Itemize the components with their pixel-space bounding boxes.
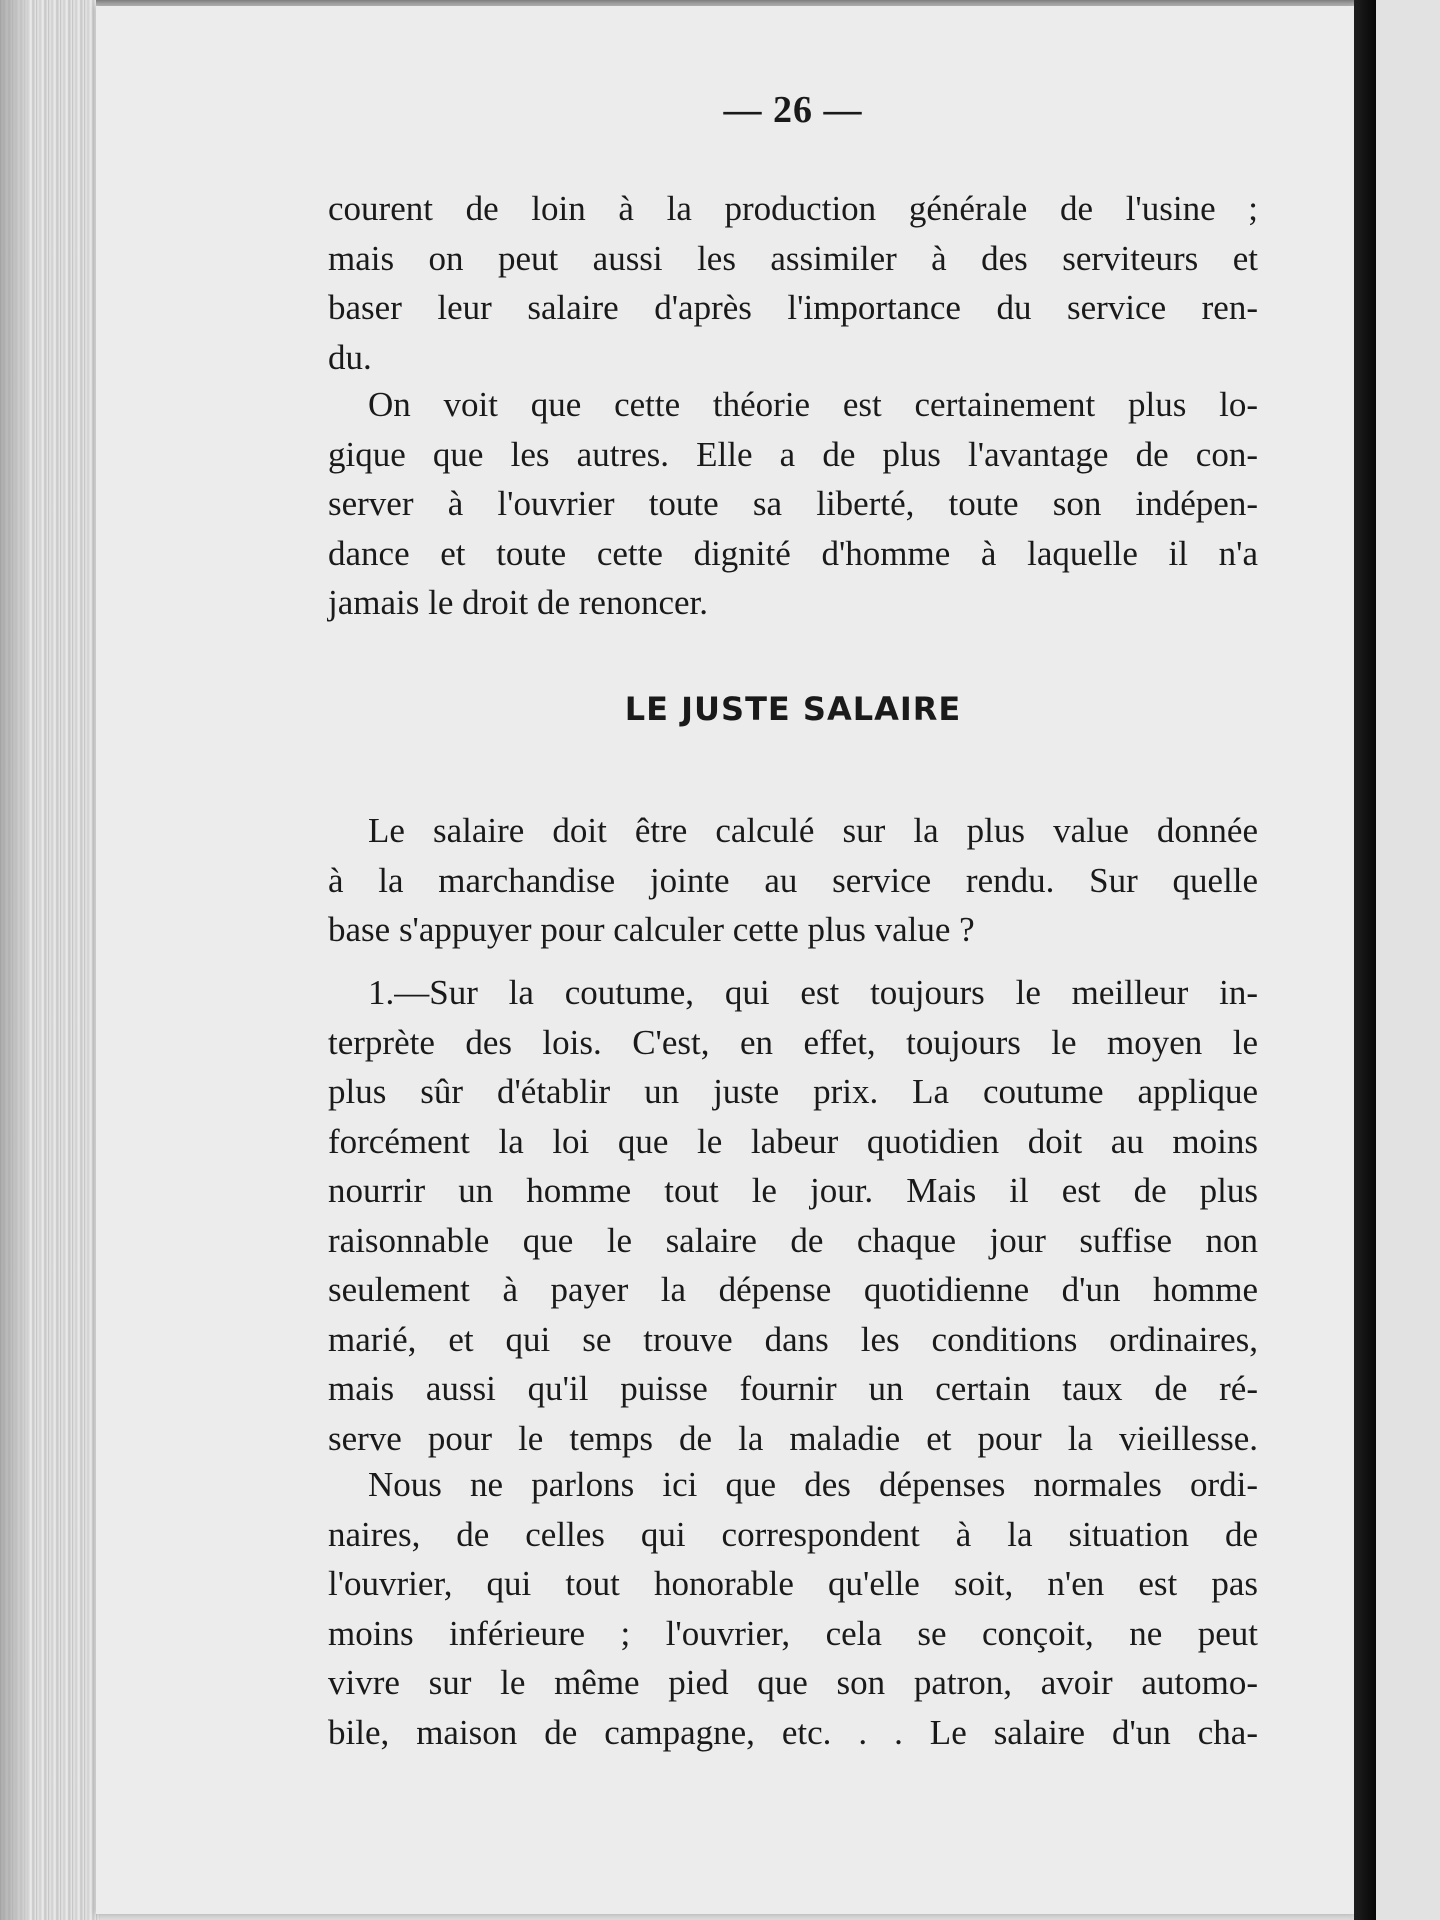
text-line: vivre sur le même pied que son patron, avoir automo- xyxy=(328,1663,1258,1702)
text-line: moins inférieure ; l'ouvrier, cela se conçoit, ne peut xyxy=(328,1613,1258,1653)
text-line: forcément la loi que le labeur quotidien doit au moins xyxy=(328,1121,1258,1161)
text-line: serve pour le temps de la maladie et pour la vieillesse. xyxy=(328,1418,1258,1458)
paragraph-3 xyxy=(328,806,1258,955)
text-line: server à l'ouvrier toute sa liberté, toute son indépen- xyxy=(328,484,1258,523)
text-line: On voit que cette théorie est certainement plus lo- xyxy=(368,385,1258,424)
text-line: baser leur salaire d'après l'importance du service ren- xyxy=(328,288,1258,327)
text-line: jamais le droit de renoncer. xyxy=(328,583,708,622)
text-line: terprète des lois. C'est, en effet, toujours le moyen le xyxy=(328,1022,1258,1062)
text-line: mais aussi qu'il puisse fournir un certain taux de ré- xyxy=(328,1369,1258,1408)
scan-margin xyxy=(1376,0,1440,1920)
page-edges xyxy=(0,0,100,1920)
text-line: dance et toute cette dignité d'homme à laquelle il n'a xyxy=(328,533,1258,573)
text-line: plus sûr d'établir un juste prix. La coutume applique xyxy=(328,1072,1258,1111)
paragraph-2 xyxy=(328,380,1258,628)
text-line: raisonnable que le salaire de chaque jour suffise non xyxy=(328,1220,1258,1260)
paragraph-4 xyxy=(328,968,1258,1463)
text-line: nourrir un homme tout le jour. Mais il est de plus xyxy=(328,1171,1258,1210)
text-line: marié, et qui se trouve dans les conditions ordinaires, xyxy=(328,1319,1258,1359)
text-line: l'ouvrier, qui tout honorable qu'elle soit, n'en est pas xyxy=(328,1564,1258,1603)
text-line: base s'appuyer pour calculer cette plus value ? xyxy=(328,910,975,949)
text-line: naires, de celles qui correspondent à la situation de xyxy=(328,1514,1258,1554)
text-line: Nous ne parlons ici que des dépenses normales ordi- xyxy=(368,1465,1258,1504)
book-gutter xyxy=(1354,0,1376,1920)
text-line: seulement à payer la dépense quotidienne d'un homme xyxy=(328,1270,1258,1309)
text-line: bile, maison de campagne, etc. . . Le salaire d'un cha- xyxy=(328,1712,1258,1752)
text-line: gique que les autres. Elle a de plus l'avantage de con- xyxy=(328,434,1258,474)
text-line: 1.—Sur la coutume, qui est toujours le meilleur in- xyxy=(368,973,1258,1012)
text-line: du. xyxy=(328,337,372,377)
section-heading: LE JUSTE SALAIRE xyxy=(624,690,962,728)
paragraph-5 xyxy=(328,1460,1258,1757)
text-line: Le salaire doit être calculé sur la plus value donnée xyxy=(368,811,1258,850)
page-number: — 26 — xyxy=(723,89,863,131)
paragraph-1 xyxy=(328,184,1258,382)
text-line: courent de loin à la production générale de l'usine ; xyxy=(328,189,1258,228)
text-line: mais on peut aussi les assimiler à des serviteurs et xyxy=(328,238,1258,278)
text-line: à la marchandise jointe au service rendu. Sur quelle xyxy=(328,860,1258,900)
